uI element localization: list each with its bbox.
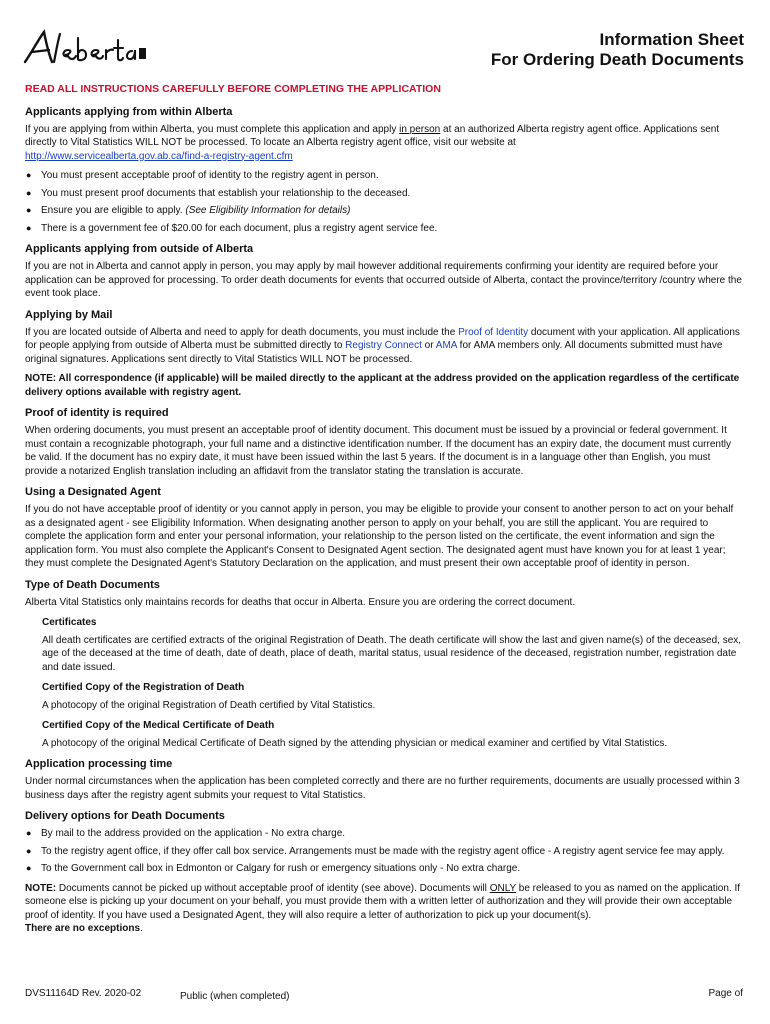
alberta-logo [22,28,146,68]
subheading-certificates: Certificates [42,617,97,628]
section-heading-delivery-options: Delivery options for Death Documents [25,810,225,822]
certificates-text: All death certificates are certified extracts of the original Registration of Death. The death certificate will show the last and given name(s) of the deceased, sex, age of the deceased at the time of death, date of death, place of death, marital status, usual residence of the deceased, registration number, registration date and date issued. [42,634,742,673]
instructions-warning: READ ALL INSTRUCTIONS CAREFULLY BEFORE COMPLETING THE APPLICATION [25,83,441,95]
applying-by-mail-text: If you are located outside of Alberta and need to apply for death documents, you must include the Proof of Identity document with your application. All applications for people applying from outside of Alberta must be submitted directly to Registry Connect or AMA for AMA members only. All documents submitted must have original signatures. Applications sent directly to Vital Statistics WILL NOT be processed. [25,326,740,365]
section-heading-document-types: Type of Death Documents [25,578,160,591]
document-body [25,83,743,942]
section-heading-outside-alberta: Applicants applying from outside of Alberta [25,243,254,255]
no-exceptions-text: There are no exceptions [25,923,141,934]
title-line-1: Information Sheet [599,30,744,49]
document-types-intro: Alberta Vital Statistics only maintains records for deaths that occur in Alberta. Ensure you are ordering the correct document. [25,596,576,608]
registration-copy-text: A photocopy of the original Registration of Death certified by Vital Statistics. [42,699,376,711]
pickup-note: NOTE: Documents cannot be picked up without acceptable proof of identity (see above). Documents will ONLY be released to you as named on the application. If someone else is picking up your document on your behalf, you must provide them with a written letter of authorization and they will provide their own acceptable proof of identity. If you have used a Designated Agent, they will also require a letter of authorization to pick up your document(s). There are no exceptions. [25,882,741,934]
registry-agent-link[interactable]: http://www.servicealberta.gov.ab.ca/find-a-registry-agent.cfm [25,150,293,162]
list-item: ● To the Government call box in Edmonton or Calgary for rush or emergency situations only - No extra charge. [25,862,743,876]
section-heading-within-alberta: Applicants applying from within Alberta [25,105,233,118]
within-alberta-list [25,169,743,235]
registry-connect-link[interactable]: Registry Connect [345,340,422,351]
outside-alberta-text: If you are not in Alberta and cannot apply in person, you may apply by mail however additional requirements confirming your identity are required before your application can be approved for processing. To order death documents for events that occurred outside of Alberta, contact the province/territory /country where the event took place. [25,261,742,299]
subheading-registration-copy: Certified Copy of the Registration of Death [42,682,245,693]
list-item: ● By mail to the address provided on the application - No extra charge. [25,827,743,841]
section-heading-processing-time: Application processing time [25,758,173,770]
ama-link[interactable]: AMA [435,340,457,351]
in-person-emphasis: in person [399,123,441,135]
designated-agent-text: If you do not have acceptable proof of identity or you cannot apply in person, you may be eligible to provide your consent to another person to act on your behalf as a designated agent - see Eligibility Information. When designating another person to apply on your behalf, you are still the applicant. You are required to complete the application form and enter your personal information, your relationship to the person listed on the certificate, the event information and sign the application form. You must also complete the Applicant's Consent to Designated Agent section. The designated agent must have known you for at least 1 year; they must complete the Designated Agent's Statutory Declaration on the application, and must present their own acceptable proof of identity in person. [25,504,734,569]
list-item: ● You must present acceptable proof of identity to the registry agent in person. [25,169,743,183]
title-line-2: For Ordering Death Documents [490,50,744,69]
list-item: ● Ensure you are eligible to apply. (See Eligibility Information for details) [25,204,743,218]
section-heading-applying-by-mail: Applying by Mail [25,308,113,321]
delivery-options-list [25,827,743,876]
section-heading-proof-of-identity: Proof of identity is required [25,407,169,419]
subheading-medical-certificate: Certified Copy of the Medical Certificate of Death [42,720,275,731]
document-title [491,30,744,70]
privacy-label: Public (when completed) [180,991,290,1002]
only-emphasis: ONLY [489,882,516,894]
list-item: ● You must present proof documents that establish your relationship to the deceased. [25,187,743,201]
section-heading-designated-agent: Using a Designated Agent [25,486,161,498]
medical-certificate-text: A photocopy of the original Medical Certificate of Death signed by the attending physician or medical examiner and certified by Vital Statistics. [42,737,668,749]
eligibility-note: (See Eligibility Information for details) [185,205,351,216]
proof-of-identity-link[interactable]: Proof of Identity [458,326,529,338]
correspondence-note: NOTE: All correspondence (if applicable) will be mailed directly to the applicant at the address provided on the application regardless of the certificate delivery options available with registry agent. [25,373,740,398]
processing-time-text: Under normal circumstances when the application has been completed correctly and there are no further requirements, documents are usually processed within 3 business days after the registry agent submits your request to Vital Statistics. [25,776,740,801]
within-alberta-text: If you are applying from within Alberta, you must complete this application and apply in person at an authorized Alberta registry agent office. Applications sent directly to Vital Statistics WILL NOT be processed. To locate an Alberta registry agent office, visit our website at http://www.servicealberta.gov.ab.ca/find-a-registry-agent.cfm [25,123,720,162]
list-item: ● There is a government fee of $20.00 for each document, plus a registry agent service fee. [25,222,743,236]
form-code: DVS11164D Rev. 2020-02 [25,988,142,999]
page-number: Page of [708,988,743,999]
proof-of-identity-text: When ordering documents, you must present an acceptable proof of identity document. This document must be issued by a provincial or federal government. It must contain a recognizable photograph, your full name and a distinctive identification number. If the document has an expiry date, the document must currently be valid. If the document has no expiry date, it must have been issued within the last 5 years. If the document is in a language other than English, you must provide a notarized English translation including an affidavit from the translator stating the translation is accurate. [25,425,731,477]
list-item: ● To the registry agent office, if they offer call box service. Arrangements must be made with the registry agent office - A registry agent service fee may apply. [25,845,743,859]
